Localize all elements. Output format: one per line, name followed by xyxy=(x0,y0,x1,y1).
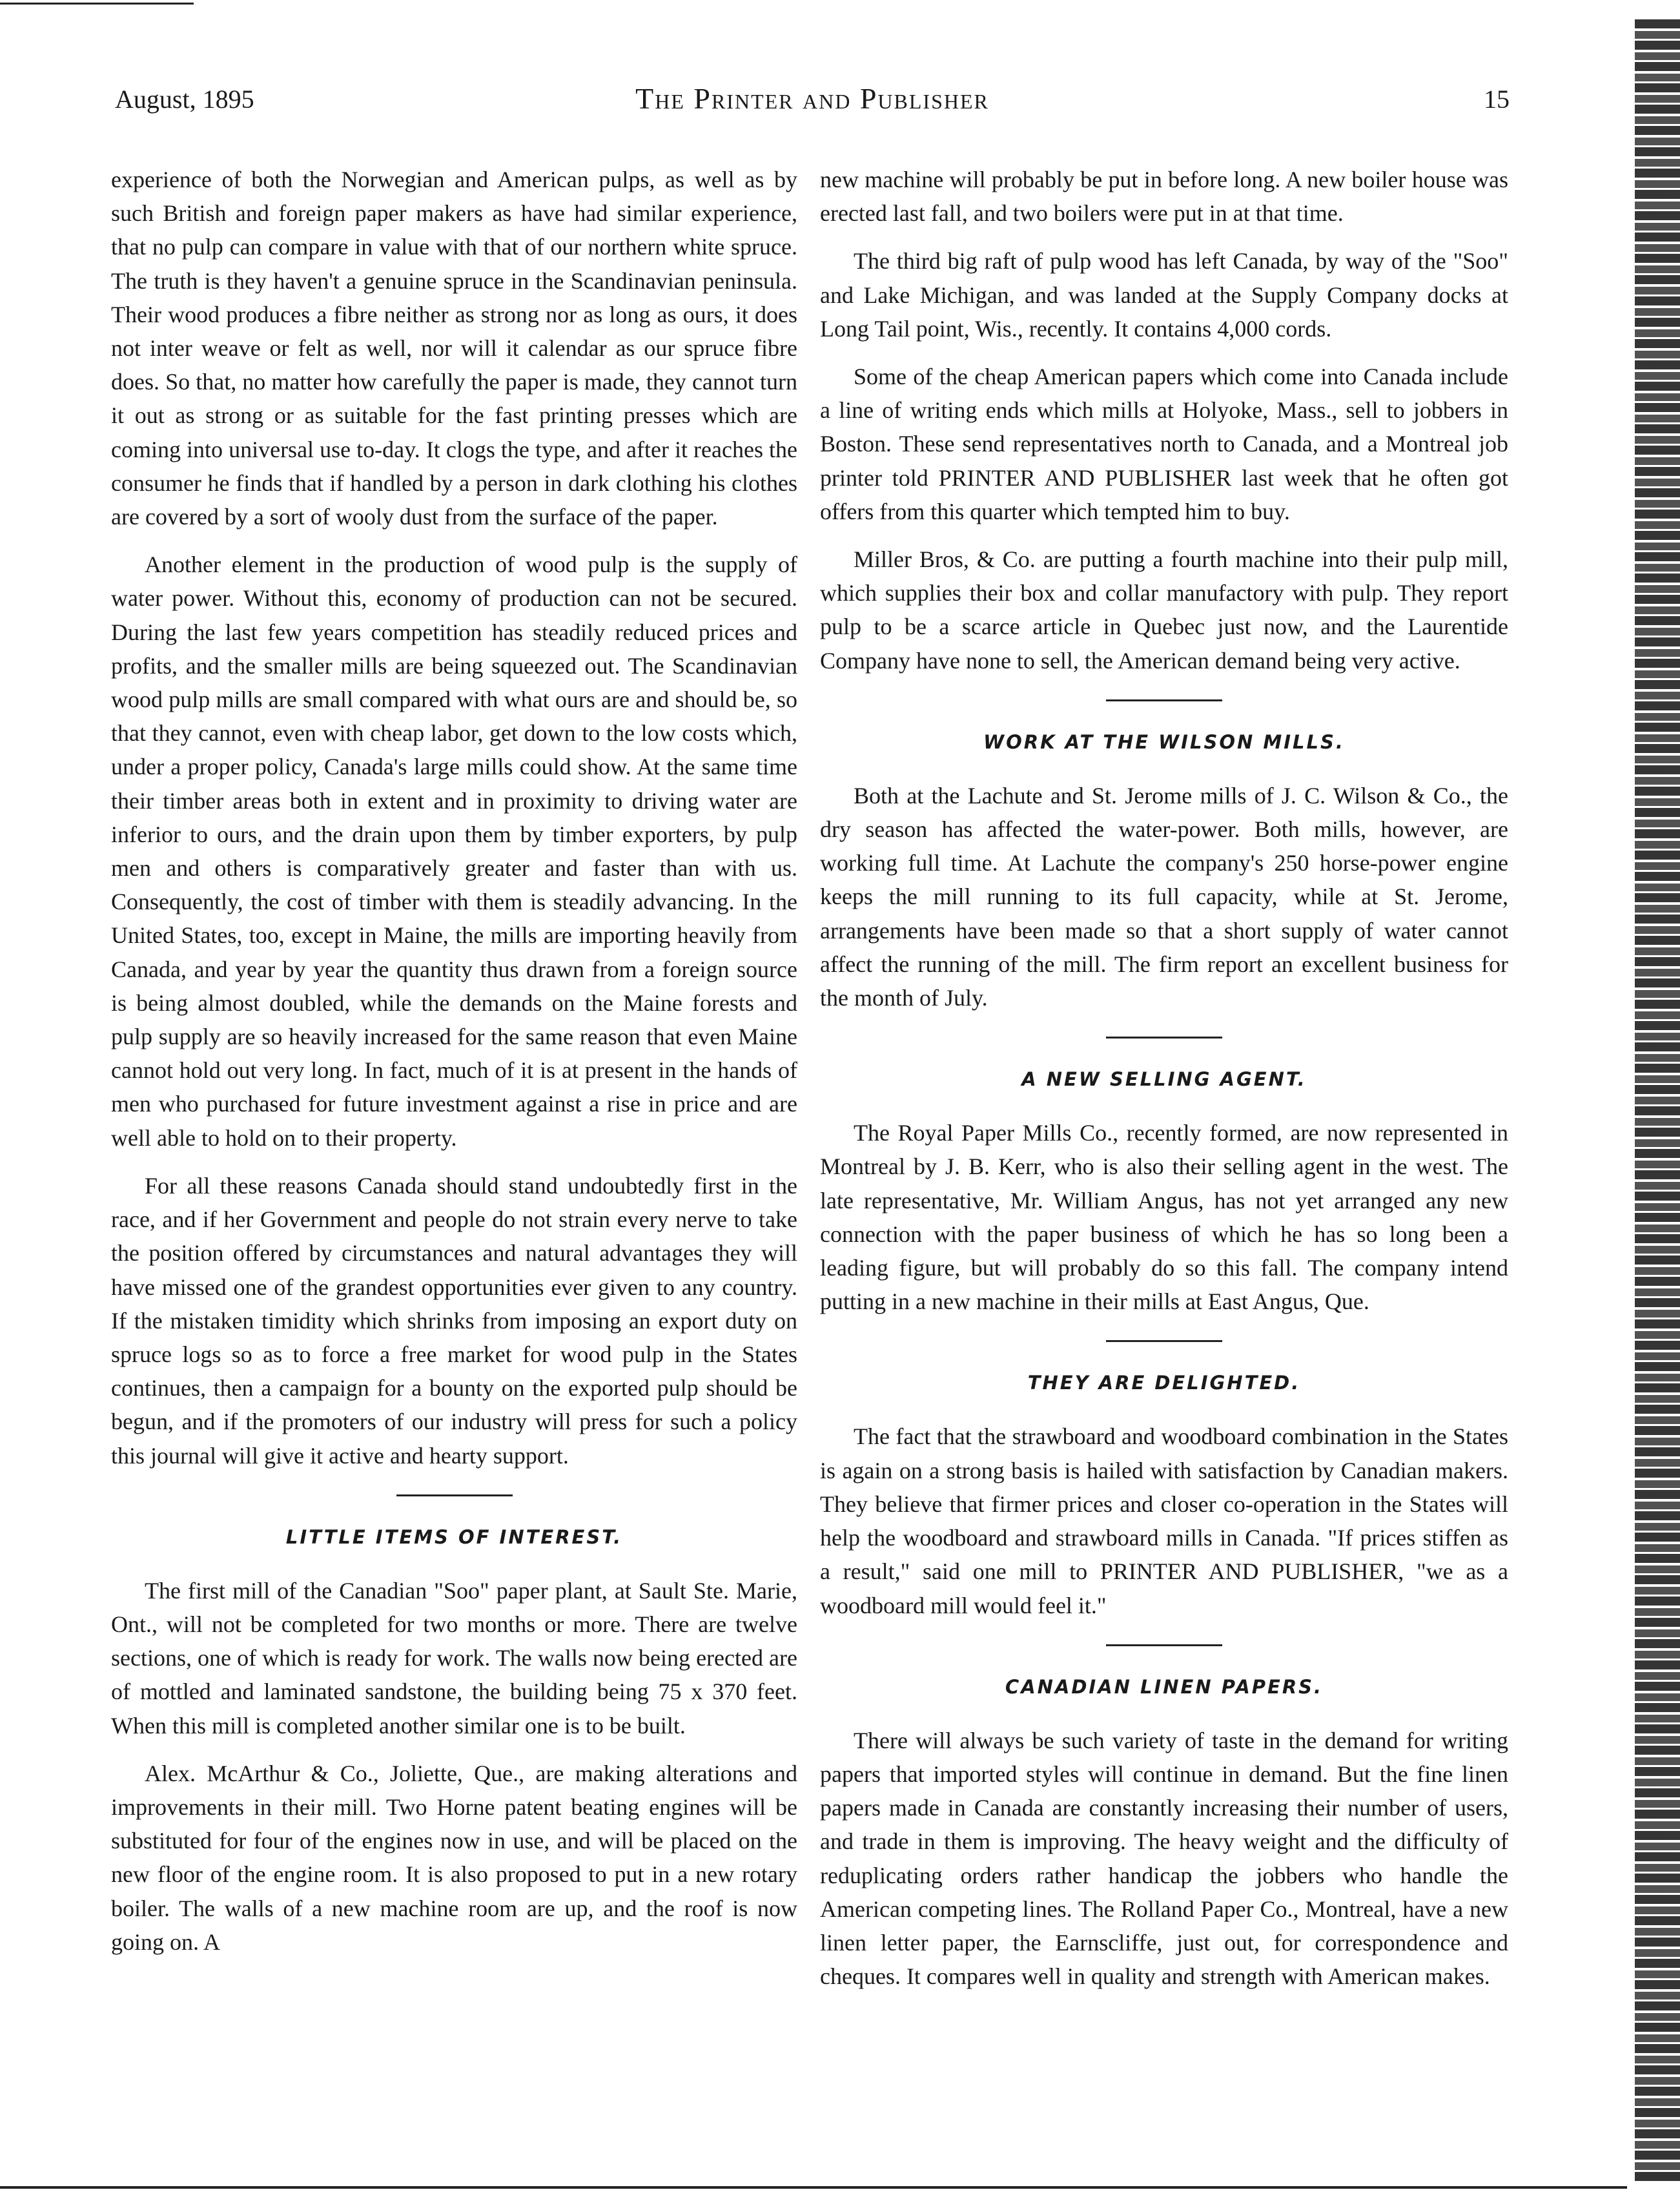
publication-title: The Printer and Publisher xyxy=(635,82,989,115)
article-paragraph: The fact that the strawboard and woodboard combination in the States is again on a strong basis is hailed with satisfaction by Canadian makers. They believe that firmer prices and closer co-operation in the States will help the woodboard and strawboard mills in Canada. "If prices stiffen as a result," said one mill to PRINTER AND PUBLISHER, "we as a woodboard mill would feel it." xyxy=(820,1423,1508,1618)
section-heading: A NEW SELLING AGENT. xyxy=(1021,1068,1307,1091)
section-divider xyxy=(1106,1037,1222,1038)
article-paragraph: experience of both the Norwegian and American pulps, as well as by such British and foreign paper makers as have had similar experience, that no pulp can compare in value with that of our northern white spruce. The truth is they haven't a genuine spruce in the Scandinavian peninsula. Their wood produces a fibre neither as strong nor as long as ours, it does not inter weave or felt as well, nor will it calendar as our spruce fibre does. So that, no matter how carefully the paper is made, they cannot turn it out as strong or as suitable for the fast printing presses which are coming into universal use to-day. It clogs the type, and after it reaches the consumer he finds that if handled by a person in dark clothing his clothes are covered by a sort of wooly dust from the surface of the paper. xyxy=(111,167,797,530)
issue-date: August, 1895 xyxy=(115,85,254,114)
article-paragraph: For all these reasons Canada should stand undoubtedly first in the race, and if her Government and people do not strain every nerve to take the position offered by circumstances and natural advantages they will have missed one of the grandest opportunities ever given to any country. If the mistaken timidity which shrinks from imposing an export duty on spruce logs so as to force a free market for wood pulp in the States continues, then a campaign for a bounty on the exported pulp should be begun, and if the promoters of our industry will press for such a policy this journal will give it active and hearty support. xyxy=(111,1172,797,1469)
page-header xyxy=(115,84,1510,123)
article-paragraph: Miller Bros, & Co. are putting a fourth machine into their pulp mill, which supplies their box and collar manufactory with pulp. They report pulp to be a scarce article in Quebec just now, and the Laurentide Company have none to sell, the American demand being very active. xyxy=(820,546,1508,674)
article-paragraph: Another element in the production of wood pulp is the supply of water power. Without this, economy of production can not be secured. During the last few years competition has steadily reduced prices and profits, and the smaller mills are being squeezed out. The Scandinavian wood pulp mills are small compared with what ours are and should be, so that they cannot, even with cheap labor, get down to the low costs which, under a proper policy, Canada's large mills could show. At the same time their timber areas both in extent and in proximity to driving water are inferior to ours, and the drain upon them by timber exporters, by pulp men and others is comparatively greater and faster than with us. Consequently, the cost of timber with them is steadily advancing. In the United States, too, except in Maine, the mills are importing heavily from Canada, and year by year the quantity thus drawn from a foreign source is being almost doubled, while the demands on the Maine forests and pulp supply are so heavily increased for the same reason that even Maine cannot hold out very long. In fact, much of it is at present in the hands of men who purchased for future investment against a rise in price and are well able to hold on to their property. xyxy=(111,552,797,1151)
article-paragraph: There will always be such variety of taste in the demand for writing papers that imported styles will continue in demand. But the fine linen papers made in Canada are constantly increasing their number of users, and trade in them is improving. The heavy weight and the difficulty of reduplicating orders rather handicap the jobbers who handle the American competing lines. The Rolland Paper Co., Montreal, have a new linen letter paper, the Earnscliffe, just out, for correspondence and cheques. It compares well in quality and strength with American makes. xyxy=(820,1727,1508,1990)
right-column xyxy=(820,163,1508,1993)
article-paragraph: The first mill of the Canadian "Soo" paper plant, at Sault Ste. Marie, Ont., will not be completed for two months or more. There are twelve sections, one of which is ready for work. The walls now being erected are of mottled and laminated sandstone, the building being 75 x 370 feet. When this mill is completed another similar one is to be built. xyxy=(111,1577,797,1739)
article-paragraph: The Royal Paper Mills Co., recently formed, are now represented in Montreal by J. B. Kerr, who is also their selling agent in the west. The late representative, Mr. William Angus, has not yet arranged any new connection with the paper business of which he has so long been a leading figure, but will probably do so this fall. The company intend putting in a new machine in their mills at East Angus, Que. xyxy=(820,1120,1508,1315)
section-heading: LITTLE ITEMS OF INTEREST. xyxy=(285,1525,623,1548)
section-heading: WORK AT THE WILSON MILLS. xyxy=(983,730,1345,753)
article-paragraph: new machine will probably be put in before long. A new boiler house was erected last fall, and two boilers were put in at that time. xyxy=(820,167,1508,227)
article-paragraph: Both at the Lachute and St. Jerome mills of J. C. Wilson & Co., the dry season has affected the water-power. Both mills, however, are working full time. At Lachute the company's 250 horse-power engine keeps the mill running to its full capacity, while at St. Jerome, arrangements have been made so that a short supply of water cannot affect the running of the mill. The firm report an excellent business for the month of July. xyxy=(820,782,1508,1011)
section-heading: CANADIAN LINEN PAPERS. xyxy=(1005,1675,1324,1698)
article-paragraph: The third big raft of pulp wood has left Canada, by way of the "Soo" and Lake Michigan, and was landed at the Supply Company docks at Long Tail point, Wis., recently. It contains 4,000 cords. xyxy=(820,248,1508,342)
section-heading: THEY ARE DELIGHTED. xyxy=(1027,1372,1301,1394)
bottom-rule xyxy=(0,2186,1627,2189)
page-number: 15 xyxy=(1484,85,1510,114)
left-column xyxy=(111,163,797,1959)
scan-binding-edge xyxy=(1635,19,1680,2183)
top-rule xyxy=(0,3,194,5)
section-divider xyxy=(396,1494,513,1496)
section-divider xyxy=(1106,699,1222,701)
section-divider xyxy=(1106,1340,1222,1342)
section-divider xyxy=(1106,1644,1222,1646)
article-paragraph: Some of the cheap American papers which come into Canada include a line of writing ends which mills at Holyoke, Mass., sell to jobbers in Boston. These send representatives north to Canada, and a Montreal job printer told PRINTER AND PUBLISHER last week that he often got offers from this quarter which tempted him to buy. xyxy=(820,364,1508,524)
article-paragraph: Alex. McArthur & Co., Joliette, Que., are making alterations and improvements in their mill. Two Horne patent beating engines will be substituted for four of the engines now in use, and will be placed on the new floor of the engine room. It is also proposed to put in a new rotary boiler. The walls of a new machine room are up, and the roof is now going on. A xyxy=(111,1760,797,1955)
